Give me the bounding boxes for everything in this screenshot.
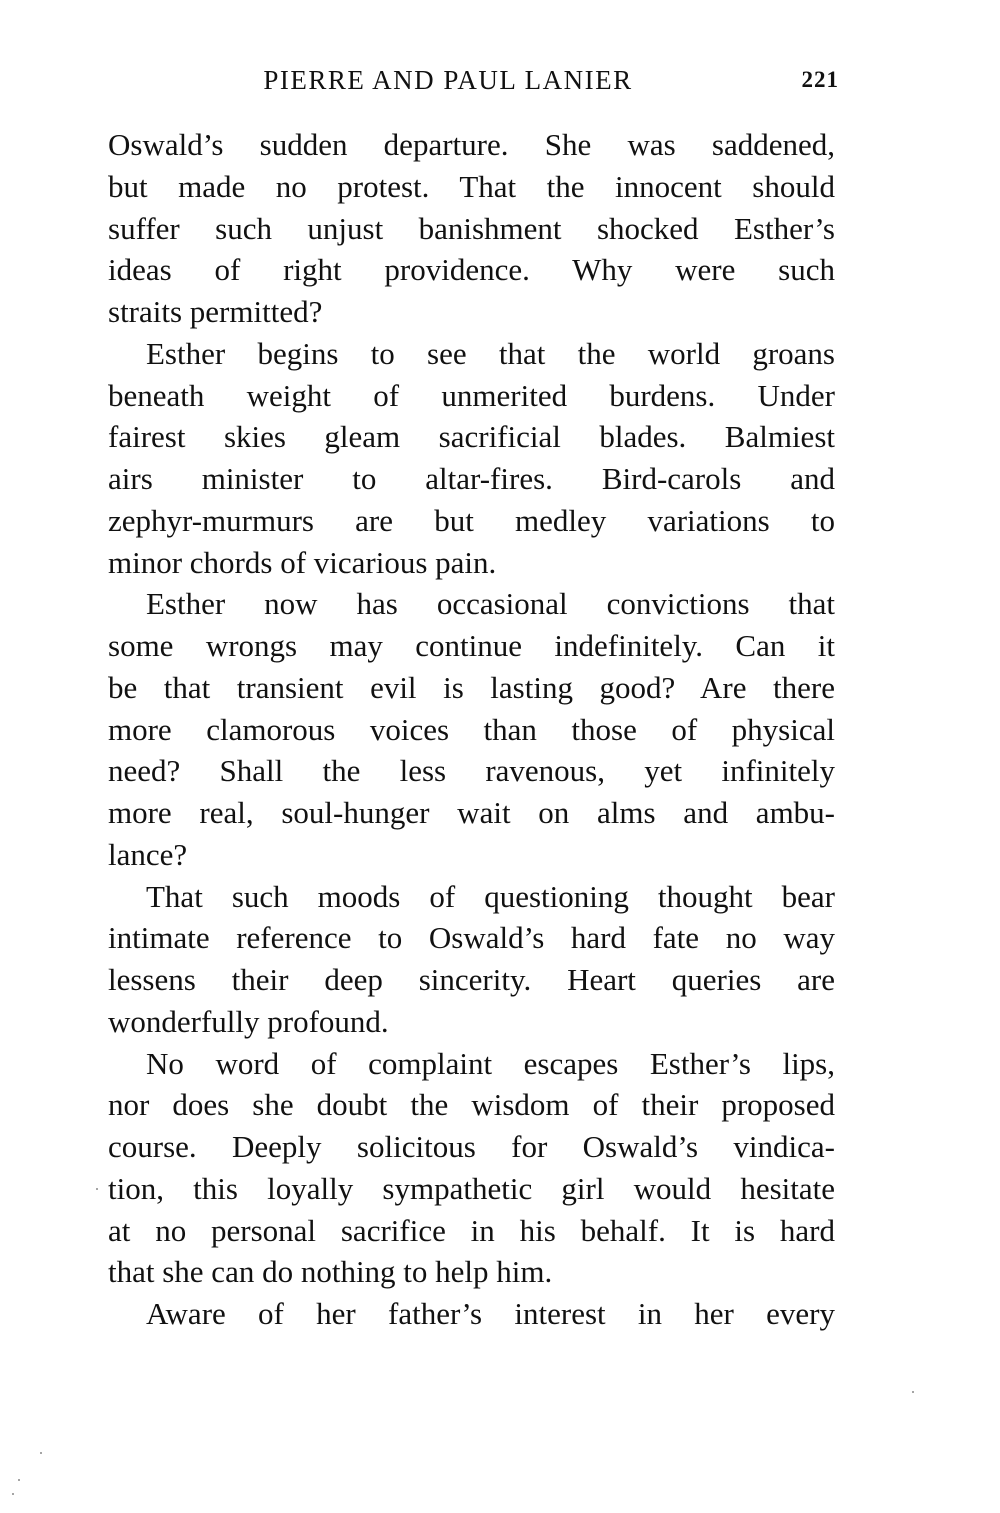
text-line: more clamorous voices than those of physical xyxy=(108,711,835,747)
text-line: Aware of her father’s interest in her every xyxy=(146,1296,835,1331)
text-line: zephyr-murmurs are but medley variations to xyxy=(108,502,835,538)
paper-speck xyxy=(912,1391,914,1393)
text-line: Esther begins to see that the world groans xyxy=(146,335,835,371)
text-line: be that transient evil is lasting good? Are there xyxy=(108,669,835,705)
body-text xyxy=(108,124,835,1335)
paper-speck xyxy=(12,1493,14,1495)
text-line: more real, soul-hunger wait on alms and ambu- xyxy=(108,795,835,830)
text-line: suffer such unjust banishment shocked Esther’s xyxy=(108,210,835,246)
text-line: airs minister to altar-fires. Bird-carols and xyxy=(108,461,835,496)
text-line: that she can do nothing to help him. xyxy=(108,1254,553,1290)
paper-speck xyxy=(40,1452,42,1454)
text-line: That such moods of questioning thought bear xyxy=(146,878,835,914)
running-head xyxy=(108,60,839,100)
text-line: at no personal sacrifice in his behalf. It is hard xyxy=(108,1212,835,1248)
text-line: nor does she doubt the wisdom of their proposed xyxy=(108,1087,835,1123)
paper-speck xyxy=(18,1479,20,1481)
text-line: Esther now has occasional convictions that xyxy=(146,586,835,622)
text-line: minor chords of vicarious pain. xyxy=(108,544,497,580)
text-line: Oswald’s sudden departure. She was saddened, xyxy=(108,127,835,162)
text-line: course. Deeply solicitous for Oswald’s vindica- xyxy=(108,1129,835,1164)
text-line: beneath weight of unmerited burdens. Under xyxy=(108,377,835,413)
text-line: intimate reference to Oswald’s hard fate no way xyxy=(108,920,835,956)
text-line: need? Shall the less ravenous, yet infinitely xyxy=(108,753,835,789)
text-line: wonderfully profound. xyxy=(108,1003,389,1039)
paper-speck xyxy=(96,1188,98,1190)
text-line: lessens their deep sincerity. Heart queries are xyxy=(108,962,835,997)
text-line: fairest skies gleam sacrificial blades. Balmiest xyxy=(108,419,835,455)
text-line: lance? xyxy=(108,836,188,872)
text-line: but made no protest. That the innocent should xyxy=(108,168,835,204)
running-title: PIERRE AND PAUL LANIER xyxy=(263,65,633,95)
text-line: straits permitted? xyxy=(108,294,323,329)
text-line: No word of complaint escapes Esther’s lips, xyxy=(146,1045,835,1081)
text-line: some wrongs may continue indefinitely. Can it xyxy=(108,628,835,663)
text-line: tion, this loyally sympathetic girl would hesitate xyxy=(108,1170,835,1206)
page-number: 221 xyxy=(801,67,839,92)
text-line: ideas of right providence. Why were such xyxy=(108,252,835,288)
